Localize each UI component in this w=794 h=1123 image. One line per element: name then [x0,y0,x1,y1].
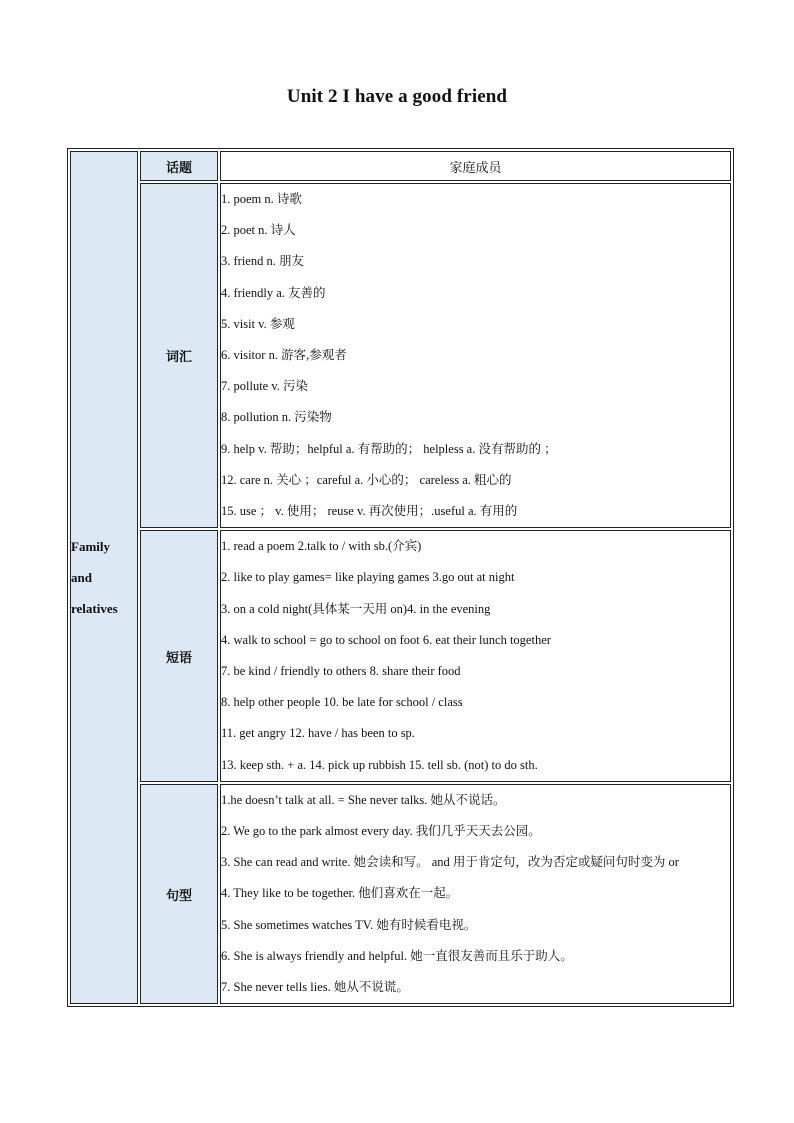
list-item: 7. pollute v. 污染 [221,379,309,394]
list-item: 2. like to play games= like playing games 3.go out at night [221,570,515,585]
list-item: 7. She never tells lies. 她从不说谎。 [221,980,409,995]
list-item: 9. help v. 帮助；helpful a. 有帮助的； helpless a. 没有帮助的 ； [221,441,557,456]
sentences-content [220,784,731,1004]
list-item: 3. She can read and write. 她会读和写。 and 用于肯定句，改为否定或疑问句时变为 or [221,855,679,870]
header-label: 话题 [140,151,218,181]
sentences-label: 句型 [140,784,218,1004]
header-value: 家庭成员 [220,151,731,181]
list-item: 3. friend n. 朋友 [221,254,304,269]
vocabulary-row [70,183,731,528]
list-item: 3. on a cold night(具体某一天用 on)4. in the evening [221,601,491,616]
list-item: 7. be kind / friendly to others 8. share their food [221,664,461,679]
list-item: 4. friendly a. 友善的 [221,285,326,300]
list-item: 4. They like to be together. 他们喜欢在一起。 [221,886,459,901]
list-item: 12. care n. 关心 ；careful a. 小心的； careless a. 粗心的 [221,472,512,487]
list-item: 1. read a poem 2.talk to / with sb.(介宾) [221,539,422,554]
list-item: 1.he doesn’t talk at all. = She never talks. 她从不说话。 [221,792,506,807]
list-item: 1. poem n. 诗歌 [221,192,302,206]
list-item: 2. We go to the park almost every day. 我们几乎天天去公园。 [221,824,541,839]
list-item: 15. use ； v. 使用； reuse v. 再次使用；.useful a. 有用的 [221,504,518,519]
list-item: 2. poet n. 诗人 [221,223,296,238]
phrases-label: 短语 [140,530,218,782]
list-item: 13. keep sth. + a. 14. pick up rubbish 15. tell sb. (not) to do sth. [221,757,538,772]
topic-line: and [71,570,92,586]
topic-line: relatives [71,601,118,617]
topic-cell [70,151,138,1004]
topic-line: Family [71,539,110,555]
sentences-row [70,784,731,1004]
phrases-row [70,530,731,782]
vocabulary-label: 词汇 [140,183,218,528]
phrases-content [220,530,731,782]
list-item: 8. help other people 10. be late for school / class [221,695,463,710]
vocabulary-content [220,183,731,528]
list-item: 6. She is always friendly and helpful. 她一直很友善而且乐于助人。 [221,948,573,963]
list-item: 5. She sometimes watches TV. 她有时候看电视。 [221,917,477,932]
header-row [70,151,731,181]
list-item: 4. walk to school = go to school on foot 6. eat their lunch together [221,632,551,647]
unit-summary-table [67,148,734,1007]
list-item: 6. visitor n. 游客,参观者 [221,348,347,363]
page-title: Unit 2 I have a good friend [286,86,508,107]
list-item: 5. visit v. 参观 [221,316,295,331]
list-item: 11. get angry 12. have / has been to sp. [221,726,415,741]
list-item: 8. pollution n. 污染物 [221,410,332,425]
